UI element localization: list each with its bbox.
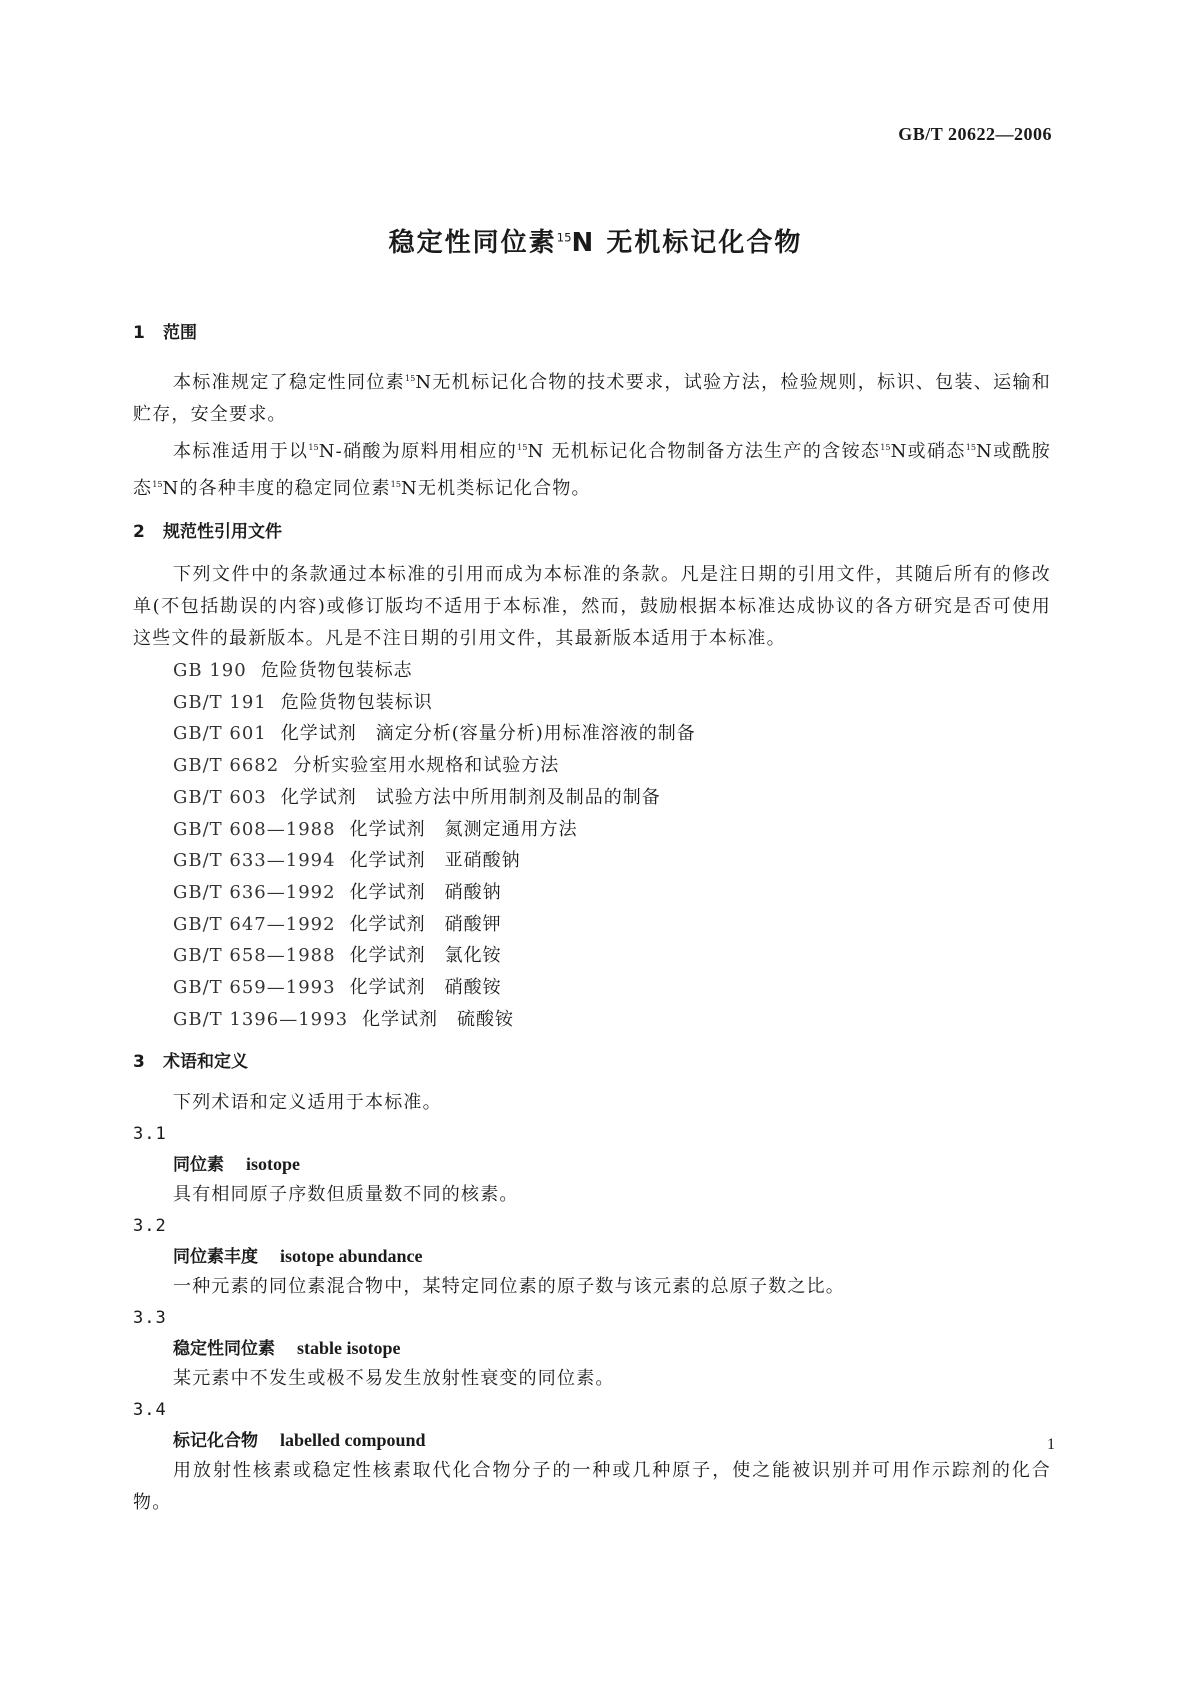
text-run: N无机类标记化合物。 — [400, 478, 591, 499]
document-body — [133, 322, 1051, 1519]
term-name — [133, 1425, 1051, 1455]
reference-item — [133, 718, 1051, 750]
reference-code: GB/T 636—1992 — [173, 881, 336, 903]
clause-number: 3.1 — [133, 1124, 167, 1145]
term-definition: 具有相同原子序数但质量数不同的核素。 — [173, 1184, 519, 1206]
clause-number: 3.2 — [133, 1216, 167, 1237]
reference-title: 化学试剂 硫酸铵 — [362, 1008, 515, 1030]
reference-title: 危险货物包装标志 — [260, 660, 413, 681]
reference-title: 化学试剂 氯化铵 — [349, 945, 502, 967]
reference-title: 化学试剂 亚硝酸钠 — [349, 850, 521, 872]
text-run: N的各种丰度的稳定同位素 — [162, 478, 391, 499]
term-english: isotope abundance — [280, 1246, 423, 1267]
text-run: N无机标记化合物的技术要求，试验方法，检验规则，标识、包装、运输和贮存，安全要求。 — [133, 372, 1051, 425]
reference-code: GB/T 633—1994 — [173, 850, 336, 872]
reference-item — [133, 655, 1051, 687]
reference-title: 危险货物包装标识 — [280, 691, 433, 713]
section-number: 1 — [133, 323, 145, 343]
reference-item — [133, 909, 1051, 941]
superscript: 15 — [880, 442, 891, 452]
reference-code: GB/T 608—1988 — [173, 818, 336, 840]
reference-item — [133, 940, 1051, 972]
section-number: 2 — [133, 522, 145, 542]
term-entry — [133, 1395, 1051, 1519]
title-suffix: N 无机标记化合物 — [571, 228, 803, 258]
reference-title: 化学试剂 试验方法中所用制剂及制品的制备 — [280, 786, 661, 808]
term-definition: 某元素中不发生或极不易发生放射性衰变的同位素。 — [173, 1368, 615, 1390]
reference-list — [133, 655, 1051, 1035]
reference-item — [133, 845, 1051, 877]
section-number: 3 — [133, 1052, 145, 1073]
section-heading-scope — [133, 322, 1051, 344]
reference-code: GB 190 — [173, 660, 247, 681]
term-name — [133, 1333, 1051, 1363]
term-chinese: 稳定性同位素 — [173, 1339, 275, 1360]
term-chinese: 标记化合物 — [173, 1431, 258, 1452]
text-run: N或硝态 — [890, 441, 966, 462]
reference-code: GB/T 658—1988 — [173, 945, 336, 967]
superscript: 15 — [152, 479, 163, 489]
reference-title: 化学试剂 硝酸铵 — [349, 977, 502, 999]
term-entry — [133, 1211, 1051, 1303]
reference-code: GB/T 659—1993 — [173, 977, 336, 999]
reference-title: 化学试剂 硝酸钾 — [349, 913, 502, 935]
section-heading-normative-references — [133, 521, 1051, 543]
scope-paragraph-2 — [133, 431, 1051, 505]
page-number: 1 — [1047, 1436, 1055, 1453]
text-run: N-硝酸为原料用相应的 — [318, 441, 518, 462]
section-title: 范围 — [163, 323, 197, 343]
standard-code: GB/T 20622—2006 — [898, 124, 1052, 144]
reference-item — [133, 972, 1051, 1004]
term-definition: 用放射性核素或稳定性核素取代化合物分子的一种或几种原子，使之能被识别并可用作示踪剂的化合物。 — [133, 1460, 1051, 1514]
title-prefix: 稳定性同位素 — [388, 228, 557, 258]
term-english: isotope — [246, 1154, 300, 1175]
reference-code: GB/T 6682 — [173, 755, 280, 777]
clause-number: 3.3 — [133, 1308, 167, 1329]
reference-item — [133, 782, 1051, 814]
superscript: 15 — [405, 373, 416, 383]
reference-item — [133, 1004, 1051, 1036]
superscript: 15 — [517, 442, 528, 452]
section-title: 规范性引用文件 — [163, 522, 282, 542]
reference-item — [133, 814, 1051, 846]
text-run: N 无机标记化合物制备方法生产的含铵态 — [527, 441, 881, 462]
title-superscript: 15 — [556, 230, 572, 245]
reference-title: 化学试剂 硝酸钠 — [349, 881, 502, 903]
text-run: N或酰胺态 — [133, 441, 1051, 499]
term-name — [133, 1149, 1051, 1179]
clause-number: 3.4 — [133, 1400, 167, 1421]
terms-intro: 下列术语和定义适用于本标准。 — [173, 1092, 442, 1114]
term-chinese: 同位素丰度 — [173, 1247, 258, 1268]
reference-code: GB/T 191 — [173, 691, 267, 713]
term-entry — [133, 1303, 1051, 1395]
term-english: labelled compound — [280, 1430, 426, 1451]
term-chinese: 同位素 — [173, 1155, 224, 1176]
reference-code: GB/T 603 — [173, 786, 267, 808]
superscript: 15 — [390, 479, 401, 489]
reference-code: GB/T 601 — [173, 723, 267, 745]
reference-code: GB/T 647—1992 — [173, 913, 336, 935]
document-title — [0, 222, 1191, 259]
reference-title: 化学试剂 氮测定通用方法 — [349, 818, 578, 840]
superscript: 15 — [308, 442, 319, 452]
superscript: 15 — [965, 442, 977, 452]
text-run: 本标准规定了稳定性同位素 — [173, 372, 406, 393]
reference-title: 化学试剂 滴定分析(容量分析)用标准溶液的制备 — [280, 723, 696, 745]
section-heading-terms — [133, 1051, 1051, 1073]
section-title: 术语和定义 — [163, 1052, 248, 1073]
term-definition: 一种元素的同位素混合物中，某特定同位素的原子数与该元素的总原子数之比。 — [173, 1276, 845, 1298]
term-english: stable isotope — [297, 1338, 401, 1359]
references-intro: 下列文件中的条款通过本标准的引用而成为本标准的条款。凡是注日期的引用文件，其随后所有的修改单(不包括勘误的内容)或修订版均不适用于本标准，然而，鼓励根据本标准达成协议的各方研究是否可使用这些文件的最新版本。凡是不注日期的引用文件，其最新版本适用于本标准。 — [133, 564, 1051, 649]
reference-item — [133, 750, 1051, 782]
scope-paragraph-1 — [133, 362, 1051, 431]
term-entry — [133, 1119, 1051, 1211]
reference-item — [133, 877, 1051, 909]
reference-code: GB/T 1396—1993 — [173, 1008, 349, 1030]
term-name — [133, 1241, 1051, 1271]
reference-title: 分析实验室用水规格和试验方法 — [293, 755, 560, 777]
reference-item — [133, 687, 1051, 719]
text-run: 本标准适用于以 — [173, 441, 309, 462]
